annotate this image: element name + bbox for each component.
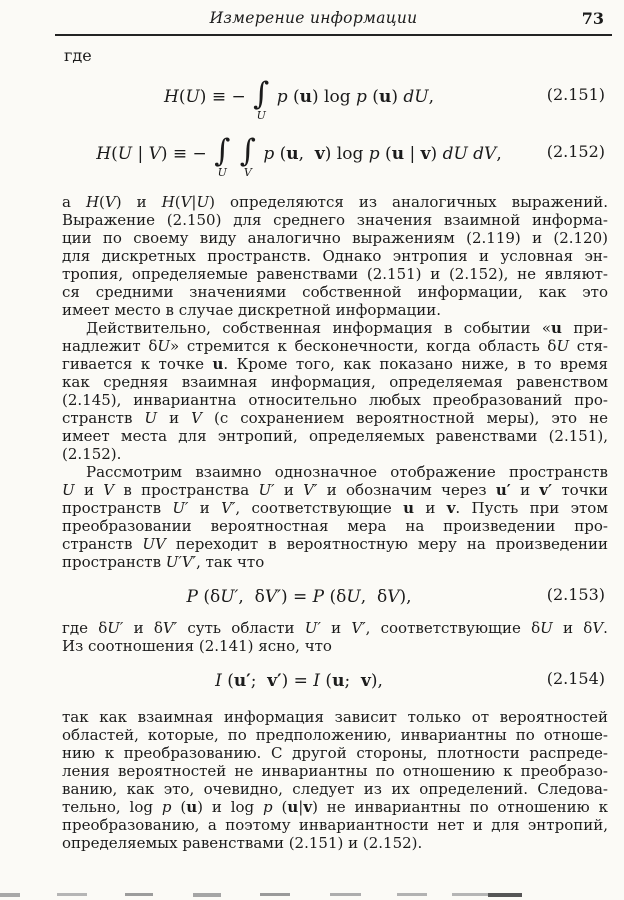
equation-2-153: [62, 585, 608, 609]
text-line: тропия, определяемые равенствами (2.151) и (2.152), не являют-: [62, 265, 608, 283]
paragraph-5: [62, 708, 608, 852]
text-line: пространств U′V′, так что: [62, 553, 265, 571]
scan-artifact-dash: [0, 893, 20, 897]
equation-body: P (δU′, δV′) = P (δU, δV),: [186, 587, 412, 607]
text-line: (2.145), инвариантна относительно любых преобразований про-: [62, 391, 608, 409]
text-line: а H(V) и H(V|U) определяются из аналогичных выражений.: [62, 193, 608, 211]
text-line: областей, которые, по предположению, инвариантны по отноше-: [62, 726, 608, 744]
scan-artifact-dash: [452, 893, 488, 896]
equation-number: (2.153): [546, 585, 605, 604]
text-line: странств UV переходит в вероятностную меру на произведении: [62, 535, 609, 553]
text-line: Рассмотрим взаимно однозначное отображение пространств: [86, 463, 608, 481]
paragraph-2: [62, 319, 608, 463]
text-line: ся средними значениями собственной информации, как это: [62, 283, 608, 301]
page-number: 73: [581, 9, 604, 28]
equation-body: H(U | V) ≡ − ∫ U ∫ V p (u, v) log p (u | v) dU dV,: [96, 133, 502, 179]
scan-artifact-dash: [488, 893, 522, 897]
paragraph-4: [62, 619, 608, 655]
scan-artifact-dash: [330, 893, 361, 896]
text-line: ции по своему виду аналогично выражениям (2.119) и (2.120): [62, 229, 608, 247]
equation-number: (2.151): [546, 85, 605, 104]
text-line: как средняя взаимная информация, определяемая равенством: [62, 373, 608, 391]
text-line: U и V в пространства U′ и V′ и обозначим через u′ и v′ точки: [62, 481, 608, 499]
scan-artifact-dash: [397, 893, 427, 896]
text-line: ванию, как это, очевидно, следует из их определений. Следова-: [62, 780, 608, 798]
paragraph-1: [62, 193, 608, 319]
text-line: странств U и V (с сохранением вероятностной меры), это не: [62, 409, 608, 427]
intro-word: где: [64, 46, 92, 65]
paragraph-3: [62, 463, 608, 571]
text-line: так как взаимная информация зависит только от вероятностей: [62, 708, 608, 726]
equation-2-154: [62, 669, 608, 693]
page-header: [55, 9, 612, 36]
scan-artifact-dash: [260, 893, 290, 896]
scan-artifact-dash: [193, 893, 221, 897]
equation-body: I (u′; v′) = I (u; v),: [215, 671, 383, 691]
text-line: преобразованию, а поэтому инвариантности нет и для энтропий,: [62, 816, 608, 834]
text-line: нию к преобразованию. С другой стороны, плотности распреде-: [62, 744, 608, 762]
scan-artifact-dash: [57, 893, 87, 896]
equation-number: (2.154): [546, 669, 605, 688]
text-line: Действительно, собственная информация в событии «u при-: [86, 319, 608, 337]
equation-number: (2.152): [546, 142, 605, 161]
text-line: надлежит δU» стремится к бесконечности, когда область δU стя-: [62, 337, 608, 355]
text-line: Из соотношения (2.141) ясно, что: [62, 637, 332, 655]
text-line: гивается к точке u. Кроме того, как показано ниже, в то время: [62, 355, 608, 373]
text-line: пространств U′ и V′, соответствующие u и v. Пусть при этом: [62, 499, 608, 517]
running-title: Измерение информации: [209, 9, 418, 27]
text-line: ления вероятностей не инвариантны по отношению к преобразо-: [62, 762, 608, 780]
next-page-scan-edge: [0, 891, 624, 900]
equation-2-152: [62, 131, 608, 178]
text-line: где δU′ и δV′ суть области U′ и V′, соответствующие δU и δV.: [62, 619, 608, 637]
text-line: имеет место в случае дискретной информации.: [62, 301, 441, 319]
text-line: для дискретных пространств. Однако энтропия и условная эн-: [62, 247, 608, 265]
scan-artifact-dash: [125, 893, 153, 896]
text-line: имеет места для энтропий, определяемых равенствами (2.151),: [62, 427, 608, 445]
equation-2-151: [62, 74, 608, 121]
text-line: (2.152).: [62, 445, 122, 463]
text-line: определяемых равенствами (2.151) и (2.152).: [62, 834, 423, 852]
text-line: тельно, log p (u) и log p (u|v) не инвариантны по отношению к: [62, 798, 608, 816]
page-body: [62, 46, 608, 852]
text-line: преобразовании вероятностная мера на произведении про-: [62, 517, 608, 535]
text-line: Выражение (2.150) для среднего значения взаимной информа-: [62, 211, 608, 229]
equation-body: H(U) ≡ − ∫ U p (u) log p (u) dU,: [164, 76, 434, 122]
